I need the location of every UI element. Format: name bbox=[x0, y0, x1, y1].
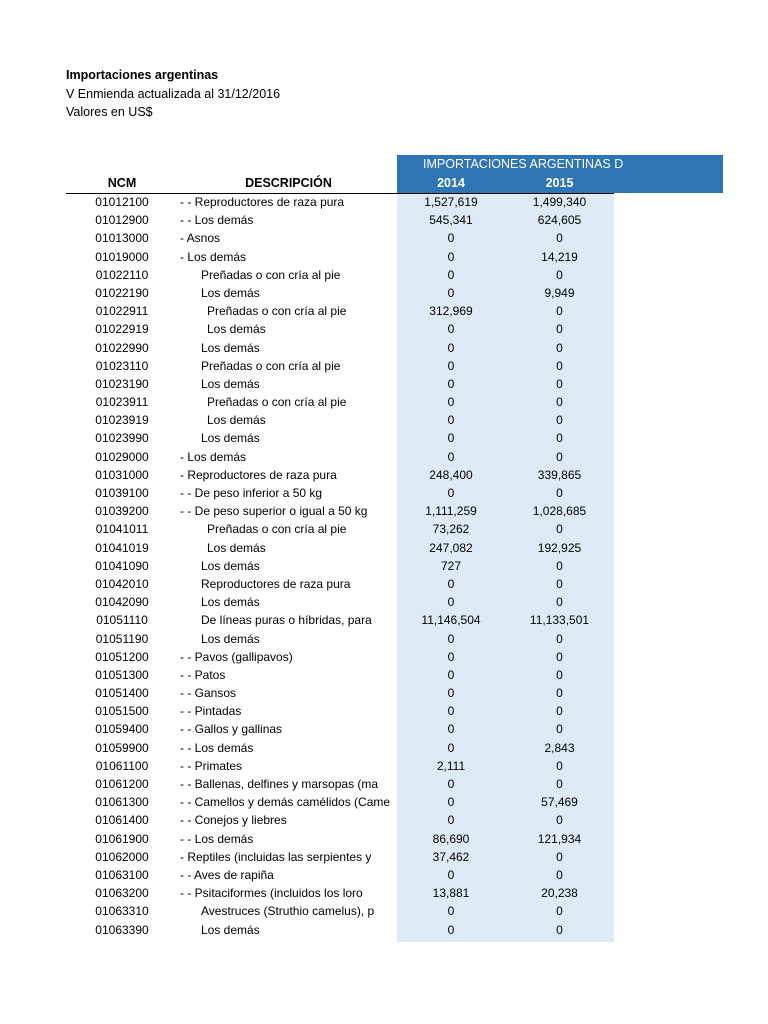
table-row bbox=[0, 902, 768, 920]
value-2014-cell: 247,082 bbox=[429, 540, 473, 555]
value-2015-cell: 0 bbox=[556, 758, 563, 773]
value-2014-cell: 13,881 bbox=[432, 886, 470, 901]
year-2015-header: 2015 bbox=[545, 176, 574, 190]
value-2015-cell: 339,865 bbox=[537, 467, 582, 482]
table-row bbox=[0, 575, 768, 593]
value-2014-cell: 11,146,504 bbox=[421, 613, 481, 628]
value-2014-cell: 0 bbox=[447, 595, 455, 610]
value-2014-cell: 37,462 bbox=[432, 849, 470, 864]
value-2015-cell: 0 bbox=[556, 322, 563, 337]
value-2014-cell: 0 bbox=[447, 340, 455, 355]
value-2015-cell: 0 bbox=[556, 595, 563, 610]
value-2014-cell: 2,111 bbox=[436, 758, 466, 773]
value-2015-cell: 0 bbox=[556, 558, 563, 573]
description-cell: Preñadas o con cría al pie bbox=[201, 358, 341, 373]
description-cell: - Reproductores de raza pura bbox=[180, 467, 337, 482]
value-2014-cell: 86,690 bbox=[432, 831, 470, 846]
value-2015-cell: 0 bbox=[556, 631, 563, 646]
value-2015-cell: 0 bbox=[556, 777, 563, 791]
value-2015-cell: 0 bbox=[556, 413, 563, 428]
description-cell: - - Psitaciformes (incluidos los loro bbox=[180, 886, 363, 901]
description-cell: Los demás bbox=[201, 922, 260, 937]
ncm-cell: 01063100 bbox=[95, 867, 149, 882]
value-2015-cell: 0 bbox=[556, 358, 563, 373]
description-cell: - - Los demás bbox=[180, 740, 254, 755]
table-row bbox=[0, 630, 768, 648]
value-2014-cell: 248,400 bbox=[429, 467, 473, 482]
value-2015-cell: 0 bbox=[556, 686, 563, 701]
ncm-cell: 01041090 bbox=[95, 558, 149, 573]
ncm-cell: 01022990 bbox=[95, 340, 149, 355]
value-2014-cell: 0 bbox=[447, 431, 455, 446]
table-row bbox=[0, 921, 768, 939]
table-row bbox=[0, 302, 768, 320]
value-2014-cell: 73,262 bbox=[432, 522, 470, 537]
value-2015-cell: 0 bbox=[556, 649, 563, 664]
ncm-cell: 01059900 bbox=[95, 740, 149, 755]
table-row bbox=[0, 429, 768, 447]
ncm-cell: 01022911 bbox=[95, 304, 149, 319]
ncm-column-header: NCM bbox=[107, 176, 137, 190]
ncm-cell: 01051110 bbox=[96, 613, 148, 628]
value-2014-cell: 0 bbox=[447, 449, 455, 464]
value-2014-cell: 0 bbox=[447, 376, 455, 391]
table-row bbox=[0, 811, 768, 829]
table-row bbox=[0, 266, 768, 284]
description-cell: - - Conejos y liebres bbox=[180, 813, 287, 828]
value-2015-cell: 1,028,685 bbox=[532, 504, 587, 519]
value-2015-cell: 11,133,501 bbox=[529, 613, 590, 628]
ncm-cell: 01029000 bbox=[95, 449, 149, 464]
description-cell: - - Patos bbox=[180, 667, 226, 682]
description-cell: - - Reproductores de raza pura bbox=[180, 195, 345, 209]
value-2015-cell: 2,843 bbox=[544, 740, 575, 755]
value-2015-cell: 0 bbox=[556, 867, 563, 882]
ncm-cell: 01051200 bbox=[95, 649, 149, 664]
description-cell: - - Camellos y demás camélidos (Came bbox=[180, 795, 391, 810]
value-2015-cell: 20,238 bbox=[541, 886, 578, 901]
value-2014-cell: 0 bbox=[447, 867, 455, 882]
ncm-cell: 01023190 bbox=[95, 376, 149, 391]
ncm-cell: 01041011 bbox=[95, 522, 149, 537]
description-cell: - Los demás bbox=[180, 249, 247, 264]
description-cell: Los demás bbox=[201, 376, 260, 391]
table-row bbox=[0, 702, 768, 720]
table-row bbox=[0, 320, 768, 338]
description-cell: Reproductores de raza pura bbox=[201, 576, 351, 591]
table-row bbox=[0, 520, 768, 538]
value-2015-cell: 0 bbox=[556, 231, 563, 246]
value-2015-cell: 192,925 bbox=[537, 540, 582, 555]
description-cell: - - Gallos y gallinas bbox=[180, 722, 283, 737]
table-row bbox=[0, 720, 768, 738]
ncm-cell: 01039100 bbox=[95, 486, 149, 500]
table-row bbox=[0, 448, 768, 466]
value-2014-cell: 0 bbox=[447, 686, 455, 701]
ncm-cell: 01022190 bbox=[95, 285, 149, 300]
ncm-cell: 01023911 bbox=[95, 395, 149, 410]
description-cell: De líneas puras o híbridas, para bbox=[201, 613, 372, 628]
value-2015-cell: 0 bbox=[556, 922, 563, 937]
table-row bbox=[0, 539, 768, 557]
description-cell: - Los demás bbox=[180, 449, 247, 464]
value-2015-cell: 0 bbox=[556, 376, 563, 391]
table-row bbox=[0, 357, 768, 375]
report-title: Importaciones argentinas bbox=[66, 68, 219, 82]
value-2015-cell: 0 bbox=[556, 522, 563, 537]
table-row bbox=[0, 593, 768, 611]
description-cell: Los demás bbox=[201, 558, 260, 573]
value-2014-cell: 0 bbox=[447, 813, 455, 828]
description-cell: Los demás bbox=[201, 631, 260, 646]
table-row bbox=[0, 393, 768, 411]
ncm-cell: 01051300 bbox=[95, 667, 149, 682]
value-2015-cell: 0 bbox=[556, 395, 563, 410]
ncm-cell: 01013000 bbox=[95, 231, 149, 246]
table-row bbox=[0, 411, 768, 429]
table-row bbox=[0, 666, 768, 684]
value-2015-cell: 0 bbox=[556, 449, 563, 464]
value-2014-cell: 545,341 bbox=[429, 213, 473, 228]
ncm-cell: 01042090 bbox=[95, 595, 149, 610]
description-cell: - - De peso inferior a 50 kg bbox=[180, 486, 323, 500]
value-2014-cell: 0 bbox=[447, 267, 455, 282]
value-2015-cell: 1,499,340 bbox=[532, 195, 587, 209]
ncm-cell: 01031000 bbox=[95, 467, 149, 482]
description-cell: Los demás bbox=[201, 431, 260, 446]
value-2015-cell: 0 bbox=[556, 431, 563, 446]
table-row bbox=[0, 739, 768, 757]
table-row bbox=[0, 248, 768, 266]
description-cell: Los demás bbox=[207, 540, 266, 555]
ncm-cell: 01023110 bbox=[95, 358, 149, 373]
description-column-header: DESCRIPCIÓN bbox=[245, 176, 332, 190]
value-2015-cell: 0 bbox=[556, 849, 563, 864]
table-row bbox=[0, 284, 768, 302]
value-2014-cell: 0 bbox=[447, 704, 455, 719]
table-row bbox=[0, 339, 768, 357]
table-row bbox=[0, 648, 768, 666]
value-2014-cell: 0 bbox=[447, 576, 455, 591]
ncm-cell: 01051500 bbox=[95, 704, 149, 719]
value-2014-cell: 0 bbox=[447, 795, 455, 810]
ncm-cell: 01061200 bbox=[95, 777, 149, 791]
description-cell: Los demás bbox=[207, 413, 266, 428]
ncm-cell: 01041019 bbox=[95, 540, 149, 555]
value-2015-cell: 0 bbox=[556, 722, 563, 737]
value-2014-cell: 0 bbox=[447, 395, 455, 410]
value-2015-cell: 0 bbox=[556, 904, 563, 919]
description-cell: - - Los demás bbox=[180, 213, 254, 228]
ncm-cell: 01063390 bbox=[95, 922, 149, 937]
value-2015-cell: 121,934 bbox=[537, 831, 582, 846]
value-2015-cell: 57,469 bbox=[541, 795, 578, 810]
description-cell: - - Los demás bbox=[180, 831, 254, 846]
table-row bbox=[0, 611, 768, 629]
table-row bbox=[0, 775, 768, 793]
table-row bbox=[0, 229, 768, 247]
value-2014-cell: 0 bbox=[447, 904, 455, 919]
report-units: Valores en US$ bbox=[66, 105, 153, 119]
description-cell: - - De peso superior o igual a 50 kg bbox=[180, 504, 368, 519]
ncm-cell: 01023990 bbox=[95, 431, 149, 446]
value-2015-cell: 14,219 bbox=[541, 249, 578, 264]
description-cell: Preñadas o con cría al pie bbox=[207, 395, 347, 410]
value-2015-cell: 0 bbox=[556, 340, 563, 355]
ncm-cell: 01059400 bbox=[95, 722, 149, 737]
table-row bbox=[0, 684, 768, 702]
description-cell: - - Aves de rapiña bbox=[180, 867, 274, 882]
value-2014-cell: 0 bbox=[447, 249, 455, 264]
value-2015-cell: 624,605 bbox=[537, 213, 582, 228]
value-2014-cell: 0 bbox=[447, 649, 455, 664]
description-cell: Los demás bbox=[201, 595, 260, 610]
table-row bbox=[0, 866, 768, 884]
ncm-cell: 01063310 bbox=[95, 904, 149, 919]
value-2014-cell: 727 bbox=[440, 558, 462, 573]
value-2014-cell: 0 bbox=[447, 631, 455, 646]
value-2014-cell: 0 bbox=[447, 722, 455, 737]
value-2014-cell: 0 bbox=[447, 667, 455, 682]
description-cell: - - Ballenas, delfines y marsopas (ma bbox=[180, 777, 379, 791]
description-cell: Los demás bbox=[201, 285, 260, 300]
description-cell: - - Gansos bbox=[180, 686, 237, 701]
description-cell: - Reptiles (incluidas las serpientes y bbox=[180, 849, 372, 864]
value-2015-cell: 0 bbox=[556, 267, 563, 282]
value-2014-cell: 0 bbox=[447, 740, 455, 755]
value-2015-cell: 9,949 bbox=[544, 285, 575, 300]
description-cell: Preñadas o con cría al pie bbox=[207, 522, 347, 537]
table-row bbox=[0, 211, 768, 229]
ncm-cell: 01022919 bbox=[95, 322, 149, 337]
value-2015-cell: 0 bbox=[556, 813, 563, 828]
table-body bbox=[0, 193, 768, 939]
ncm-cell: 01061300 bbox=[95, 795, 149, 810]
description-cell: Los demás bbox=[201, 340, 260, 355]
ncm-cell: 01062000 bbox=[95, 849, 149, 864]
table-row bbox=[0, 830, 768, 848]
ncm-cell: 01051400 bbox=[95, 686, 149, 701]
description-cell: Preñadas o con cría al pie bbox=[207, 304, 347, 319]
ncm-cell: 01012100 bbox=[95, 195, 149, 209]
value-2014-cell: 0 bbox=[447, 231, 455, 246]
description-cell: - - Pavos (gallipavos) bbox=[180, 649, 293, 664]
value-2015-cell: 0 bbox=[556, 304, 563, 319]
value-2014-cell: 0 bbox=[447, 358, 455, 373]
ncm-cell: 01012900 bbox=[95, 213, 149, 228]
value-2014-cell: 1,111,259 bbox=[425, 504, 477, 519]
description-cell: Avestruces (Struthio camelus), p bbox=[201, 904, 375, 919]
table-row bbox=[0, 193, 768, 211]
ncm-cell: 01061900 bbox=[95, 831, 149, 846]
value-2014-cell: 1,527,619 bbox=[424, 195, 478, 209]
description-cell: - - Primates bbox=[180, 758, 243, 773]
ncm-cell: 01061100 bbox=[95, 758, 149, 773]
ncm-cell: 01063200 bbox=[95, 886, 149, 901]
table-row bbox=[0, 848, 768, 866]
description-cell: Preñadas o con cría al pie bbox=[201, 267, 341, 282]
value-2014-cell: 0 bbox=[447, 285, 455, 300]
table-row bbox=[0, 884, 768, 902]
value-2015-cell: 0 bbox=[556, 704, 563, 719]
table-row bbox=[0, 502, 768, 520]
value-2015-cell: 0 bbox=[556, 667, 563, 682]
ncm-cell: 01039200 bbox=[95, 504, 149, 519]
ncm-cell: 01023919 bbox=[95, 413, 149, 428]
value-2014-cell: 0 bbox=[447, 486, 455, 500]
value-2014-cell: 312,969 bbox=[429, 304, 473, 319]
table-row bbox=[0, 757, 768, 775]
report-subtitle: V Enmienda actualizada al 31/12/2016 bbox=[66, 87, 281, 101]
value-2014-cell: 0 bbox=[447, 413, 455, 428]
table-row bbox=[0, 484, 768, 502]
value-2015-cell: 0 bbox=[556, 486, 563, 500]
ncm-cell: 01061400 bbox=[95, 813, 149, 828]
table-row bbox=[0, 375, 768, 393]
table-row bbox=[0, 466, 768, 484]
ncm-cell: 01019000 bbox=[95, 249, 149, 264]
ncm-cell: 01051190 bbox=[95, 631, 149, 646]
description-cell: - Asnos bbox=[180, 231, 221, 246]
value-2014-cell: 0 bbox=[447, 322, 455, 337]
description-cell: Los demás bbox=[207, 322, 266, 337]
ncm-cell: 01022110 bbox=[95, 267, 149, 282]
description-cell: - - Pintadas bbox=[180, 704, 242, 719]
imports-group-header: IMPORTACIONES ARGENTINAS D bbox=[423, 157, 624, 171]
value-2015-cell: 0 bbox=[556, 576, 563, 591]
value-2014-cell: 0 bbox=[447, 777, 455, 791]
ncm-cell: 01042010 bbox=[95, 576, 149, 591]
table-row bbox=[0, 793, 768, 811]
table-row bbox=[0, 557, 768, 575]
year-2014-header: 2014 bbox=[437, 176, 465, 190]
value-2014-cell: 0 bbox=[447, 922, 455, 937]
